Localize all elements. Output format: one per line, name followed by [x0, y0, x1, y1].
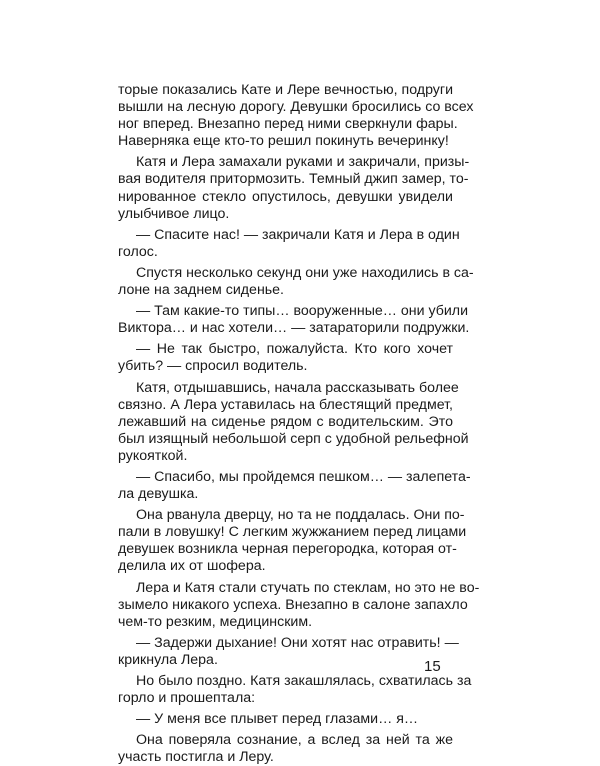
text-line: ног вперед. Внезапно перед ними сверкнули фары. — [118, 116, 458, 133]
text-line: девушек возникла черная перегородка, которая от- — [118, 541, 457, 558]
text-line: — Спасибо, мы пройдемся пешком… — залепета- — [136, 468, 471, 485]
text-line: Катя, отдышавшись, начала рассказывать более — [136, 379, 459, 396]
text-line: лоне на заднем сиденье. — [118, 282, 285, 299]
page-number: 15 — [424, 658, 441, 675]
text-line: Наверняка еще кто-то решил покинуть вечеринку! — [118, 133, 449, 150]
text-line: — Спасите нас! — закричали Катя и Лера в один — [136, 226, 460, 243]
text-line: Лера и Катя стали стучать по стеклам, но это не во- — [136, 579, 480, 596]
text-line: убить? — спросил водитель. — [118, 358, 308, 375]
text-line: голос. — [118, 243, 158, 260]
text-line: связно. А Лера уставилась на блестящий предмет, — [118, 396, 453, 413]
text-line: — У меня все плывет перед глазами… я… — [136, 711, 419, 728]
text-line: Но было поздно. Катя закашлялась, схватилась за — [136, 673, 472, 689]
text-line: был изящный небольшой серп с удобной рельефной — [118, 430, 469, 447]
text-line: Она рванула дверцу, но та не поддалась. Они по- — [136, 507, 465, 524]
text-line: Виктора… и нас хотели… — затараторили подружки. — [118, 320, 470, 337]
text-line: — Там какие-то типы… вооруженные… они убили — [136, 303, 469, 320]
text-line: вая водителя притормозить. Темный джип замер, то- — [118, 171, 469, 188]
text-line: рукояткой. — [118, 447, 188, 464]
text-line: лежавший на сиденье рядом с водительским. Это — [118, 413, 453, 430]
text-line: торые показались Кате и Лере вечностью, подруги — [118, 82, 453, 98]
text-line: Она поверяла сознание, а вслед за ней та же — [136, 732, 453, 749]
text-line: Катя и Лера замахали руками и закричали, призы- — [136, 154, 470, 171]
text-line: крикнула Лера. — [118, 651, 218, 668]
text-line: вышли на лесную дорогу. Девушки бросились со всех — [118, 99, 474, 116]
text-line: зымело никакого успеха. Внезапно в салоне запахло — [118, 596, 468, 613]
text-line: Спустя несколько секунд они уже находились в са- — [136, 264, 474, 281]
text-line: — Не так быстро, пожалуйста. Кто кого хочет — [136, 341, 453, 358]
text-line: горло и прошептала: — [118, 690, 256, 707]
text-line: чем-то резким, медицинским. — [118, 613, 313, 630]
text-line: участь постигла и Леру. — [118, 749, 274, 766]
text-line: — Задержи дыхание! Они хотят нас отравить! — — [136, 634, 459, 651]
text-line: нированное стекло опустилось, девушки увидели — [118, 188, 453, 205]
text-line: пали в ловушку! С легким жужжанием перед лицами — [118, 524, 467, 541]
text-line: улыбчивое лицо. — [118, 205, 230, 222]
text-line: делила их от шофера. — [118, 558, 266, 575]
text-line: ла девушка. — [118, 486, 199, 503]
body-text — [118, 82, 480, 766]
